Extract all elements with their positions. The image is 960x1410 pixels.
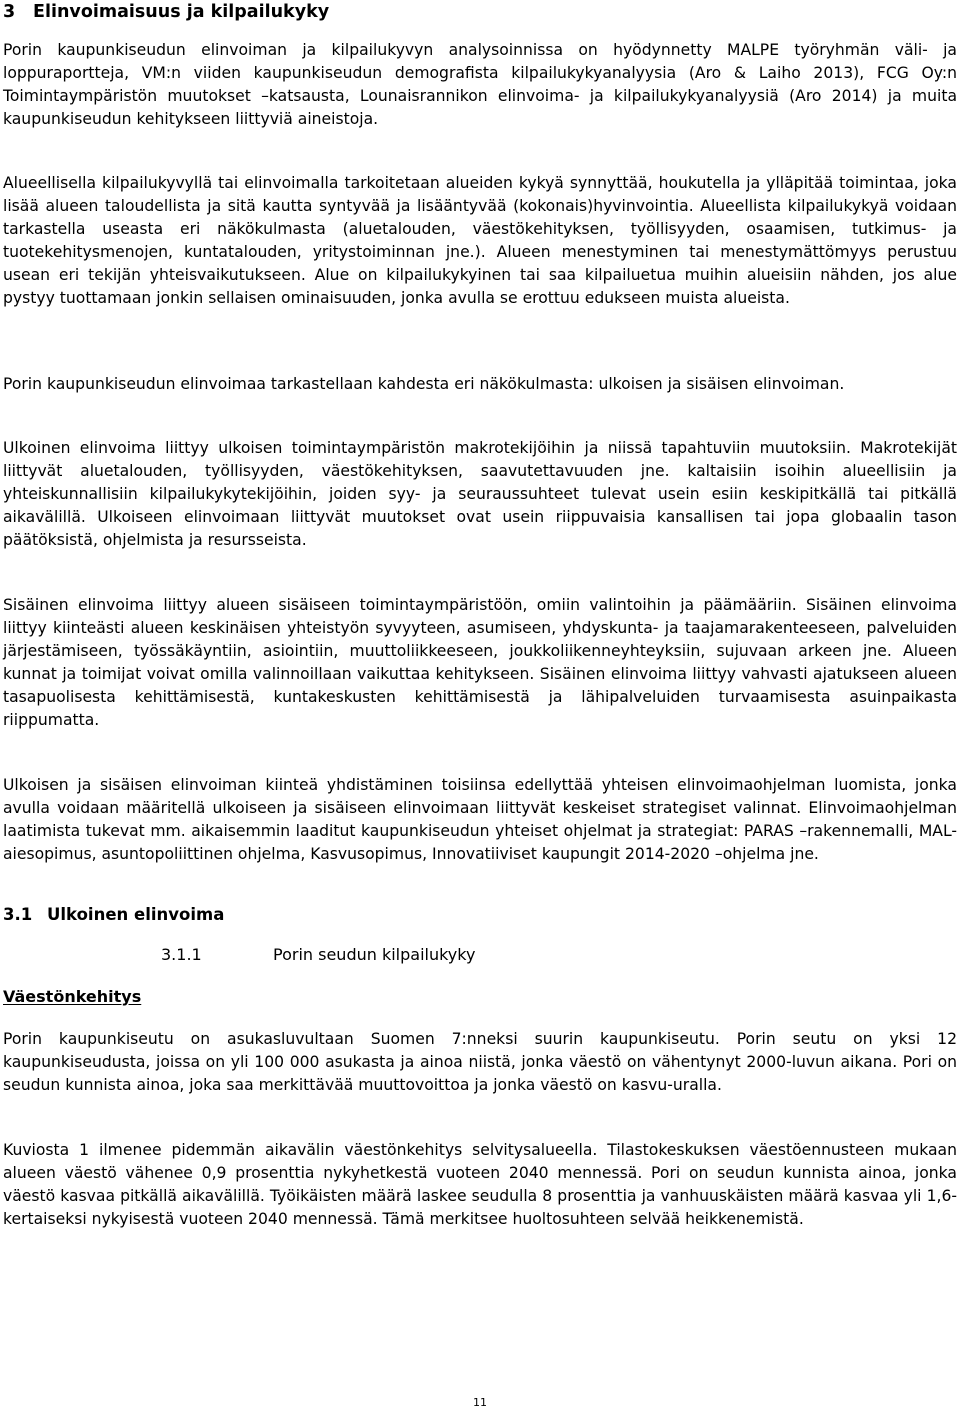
paragraph-6: Ulkoisen ja sisäisen elinvoiman kiinteä yhdistäminen toisiinsa edellyttää yhteisen elinvoimaohjelman luomista, jonka avulla voidaan määritellä ulkoiseen ja sisäiseen elinvoimaan liittyvät keskeiset strategiset valinnat. Elinvoimaohjelman laatimista tukevat mm. aikaisemmin laaditut kaupunkiseudun yhteiset ohjelmat ja strategiat: PARAS –rakennemalli, MAL-aiesopimus, asuntopoliittinen ohjelma, Kasvusopimus, Innovatiiviset kaupungit 2014-2020 –ohjelma jne. — [3, 776, 957, 863]
topic-heading: Väestönkehitys — [3, 987, 142, 1006]
section-title: Elinvoimaisuus ja kilpailukyky — [33, 2, 330, 22]
paragraph-2: Alueellisella kilpailukyvyllä tai elinvoimalla tarkoitetaan alueiden kykyä synnyttää, houkutella ja ylläpitää toimintaa, joka lisää alueen taloudellista ja sitä kautta syntyvää ja lisääntyvää (kokonais)hyvinvointia. Alueellista kilpailukykyä voidaan tarkastella useasta eri näkökulmasta (aluetalouden, väestökehityksen, työllisyyden, osaamisen, tutkimus- ja tuotekehitysmenojen, kuntatalouden, yritystoiminnan jne.). Alueen menestyminen tai menestymättömyys perustuu usean eri tekijän yhteisvaikutukseen. Alue on kilpailukykyinen tai saa kilpailuetua muihin alueisiin nähden, jos alue pystyy tuottamaan jonkin sellaisen ominaisuuden, jonka avulla se erottuu edukseen muista alueista. — [3, 174, 957, 307]
subsubsection-title: Porin seudun kilpailukyky — [273, 945, 476, 964]
page-number: 11 — [473, 1396, 487, 1409]
paragraph-4: Ulkoinen elinvoima liittyy ulkoisen toimintaympäristön makrotekijöihin ja niissä tapahtuviin muutoksiin. Makrotekijät liittyvät aluetalouden, työllisyyden, väestökehityksen, saavutettavuuden jne. kaltaisiin isoihin alueellisiin ja yhteiskunnallisiin kilpailukykytekijöihin, joiden syy- ja seuraussuhteet tulevat usein esiin keskipitkällä tai pitkällä aikavälillä. Ulkoiseen elinvoimaan liittyvät muutokset ovat usein riippuvaisia kansallisen tai jopa globaalin tason päätöksistä, ohjelmista ja resursseista. — [3, 439, 957, 549]
paragraph-3: Porin kaupunkiseudun elinvoimaa tarkastellaan kahdesta eri näkökulmasta: ulkoisen ja sisäisen elinvoiman. — [3, 375, 845, 393]
paragraph-8: Kuviosta 1 ilmenee pidemmän aikavälin väestönkehitys selvitysalueella. Tilastokeskuksen väestöennusteen mukaan alueen väestö vähenee 0,9 prosenttia nykyhetkestä vuoteen 2040 mennessä. Pori on seudun kunnista ainoa, jonka väestö kasvaa pitkällä aikavälillä. Työikäisten määrä laskee seudulla 8 prosenttia ja vanhuuskäisten määrä kasvaa yli 1,6-kertaiseksi nykyisestä vuoteen 2040 mennessä. Tämä merkitsee huoltosuhteen selvää heikkenemistä. — [3, 1141, 957, 1228]
section-number: 3 — [3, 2, 16, 22]
subsubsection-number: 3.1.1 — [161, 945, 202, 964]
subsection-heading — [3, 904, 224, 926]
subsection-number: 3.1 — [3, 905, 33, 924]
paragraph-7: Porin kaupunkiseutu on asukasluvultaan Suomen 7:nneksi suurin kaupunkiseutu. Porin seutu on yksi 12 kaupunkiseudusta, joissa on yli 100 000 asukasta ja ainoa niistä, jonka väestö on vähentynyt 2000-luvun aikana. Pori on seudun kunnista ainoa, joka saa merkittävää muuttovoittoa ja jonka väestö on kasvu-uralla. — [3, 1030, 957, 1094]
section-heading — [3, 1, 329, 23]
paragraph-5: Sisäinen elinvoima liittyy alueen sisäiseen toimintaympäristöön, omiin valintoihin ja päämääriin. Sisäinen elinvoima liittyy kiinteästi alueen keskinäisen yhteistyön syvyyteen, asumiseen, yhdyskunta- ja taajamarakenteeseen, palveluiden järjestämiseen, työssäkäyntiin, asiointiin, muuttoliikkeeseen, joukkoliikenneyhteyksiin, sujuvaan arkeen jne. Alueen kunnat ja toimijat voivat omilla valinnoillaan vaikuttaa kehitykseen. Sisäinen elinvoima liittyy vahvasti ajatukseen alueen tasapuolisesta kehittämisestä, kuntakeskusten kehittämisestä ja lähipalveluiden turvaamisesta asuinpaikasta riippumatta. — [3, 596, 957, 729]
subsubsection-heading — [161, 944, 475, 966]
paragraph-1: Porin kaupunkiseudun elinvoiman ja kilpailukyvyn analysoinnissa on hyödynnetty MALPE työryhmän väli- ja loppuraportteja, VM:n viiden kaupunkiseudun demografista kilpailukykyanalyysia (Aro & Laiho 2013), FCG Oy:n Toimintaympäristön muutokset –katsausta, Lounaisrannikon elinvoima- ja kilpailukykyanalyysiä (Aro 2014) ja muita kaupunkiseudun kehitykseen liittyviä aineistoja. — [3, 41, 957, 128]
subsection-title: Ulkoinen elinvoima — [47, 905, 225, 924]
